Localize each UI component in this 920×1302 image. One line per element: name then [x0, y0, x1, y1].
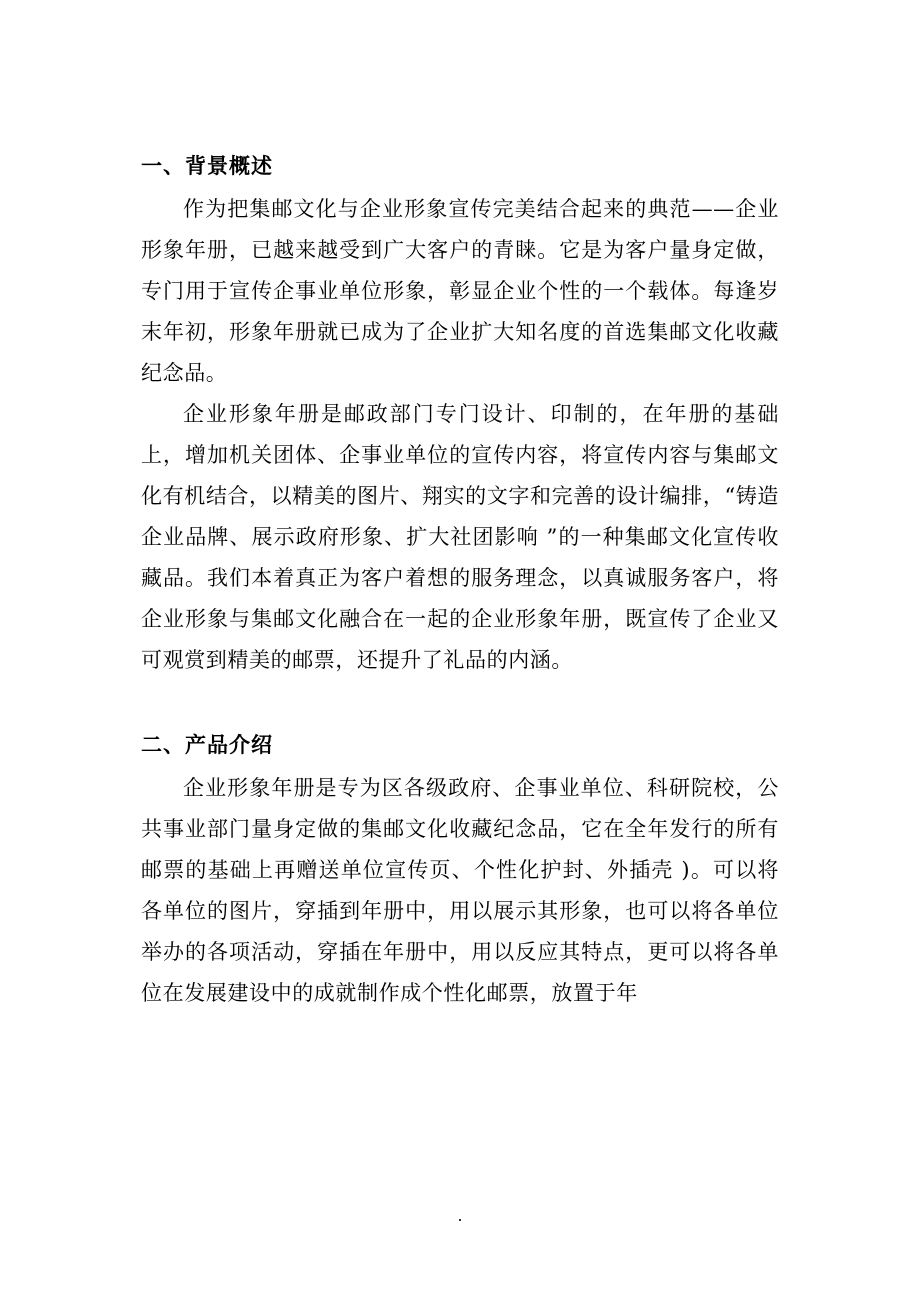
paragraph-background-2: 企业形象年册是邮政部门专门设计、印制的，在年册的基础上，增加机关团体、企事业单位的宣传内容，将宣传内容与集邮文化有机结合，以精美的图片、翔实的文字和完善的设计编排，“铸造企业品牌、展示政府形象、扩大社团影响 ”的一种集邮文化宣传收藏品。我们本着真正为客户着想的服务理念，以真诚服务客户，将企业形象与集邮文化融合在一起的企业形象年册，既宣传了企业又可观赏到精美的邮票，还提升了礼品的内涵。: [141, 402, 779, 672]
paragraph-product-1: 企业形象年册是专为区各级政府、企事业单位、科研院校，公共事业部门量身定做的集邮文化收藏纪念品，它在全年发行的所有邮票的基础上再赠送单位宣传页、个性化护封、外插壳 )。可以将各单位的图片，穿插到年册中，用以展示其形象，也可以将各单位举办的各项活动，穿插在年册中，用以反应其特点，更可以将各单位在发展建设中的成就制作成个性化邮票，放置于年: [141, 776, 779, 1005]
section-heading-product: 二、产品介绍: [141, 733, 273, 757]
document-body: [141, 146, 779, 1014]
page-footer-mark: .: [457, 1206, 463, 1225]
section-heading-background: 一、背景概述: [141, 154, 273, 178]
paragraph-background-1: 作为把集邮文化与企业形象宣传完美结合起来的典范——企业形象年册，已越来越受到广大客户的青睐。它是为客户量身定做，专门用于宣传企事业单位形象，彰显企业个性的一个载体。每逢岁末年初，形象年册就已成为了企业扩大知名度的首选集邮文化收藏纪念品。: [141, 197, 779, 385]
